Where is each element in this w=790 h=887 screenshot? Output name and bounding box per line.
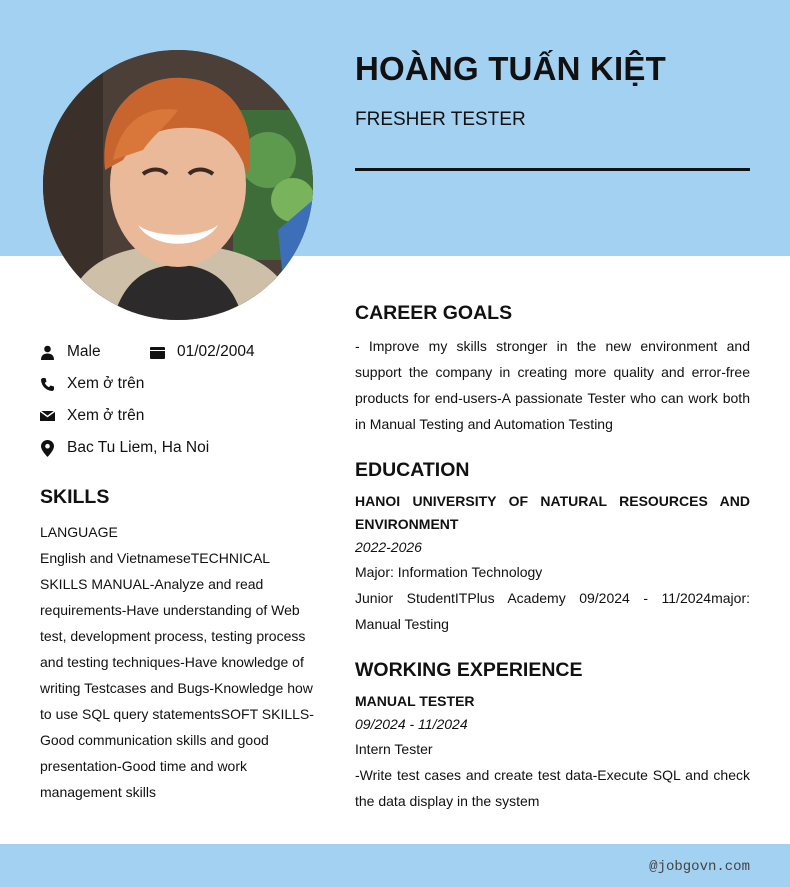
email-row	[40, 407, 144, 425]
location-pin-icon	[40, 441, 55, 456]
job-title: FRESHER TESTER	[355, 109, 526, 130]
email-value: Xem ở trên	[67, 407, 145, 424]
education-period: 2022-2026	[355, 539, 422, 555]
skills-text: English and VietnameseTECHNICAL SKILLS MANUAL-Analyze and read requirements-Have understanding of Web test, development process, testing process and testing techniques-Have knowledge of writing Testcases and Bugs-Knowledge how to use SQL query statementsSOFT SKILLS-Good communication skills and good presentation-Good time and work management skills	[40, 550, 314, 800]
school-name: HANOI UNIVERSITY OF NATURAL RESOURCES AND ENVIRONMENT	[355, 493, 750, 532]
main-column	[355, 302, 750, 836]
experience-position: Intern Tester	[355, 741, 433, 757]
experience-heading: WORKING EXPERIENCE	[355, 659, 583, 681]
birthdate-value: 01/02/2004	[177, 343, 255, 360]
education-major: Major: Information Technology	[355, 564, 543, 580]
mail-icon	[40, 409, 55, 424]
title-divider	[355, 168, 750, 171]
experience-section	[355, 659, 750, 814]
watermark-text: @jobgovn.com	[649, 859, 750, 875]
career-goals-heading: CAREER GOALS	[355, 302, 513, 324]
skills-section	[40, 486, 316, 805]
gender-row	[40, 343, 101, 361]
experience-period: 09/2024 - 11/2024	[355, 716, 468, 732]
career-goals-text: - Improve my skills stronger in the new environment and support the company in creating more quality and error-free products for end-users-A passionate Tester who can work both in Manual Testing and Automation Testing	[355, 338, 750, 432]
candidate-name: HOÀNG TUẤN KIỆT	[355, 50, 666, 87]
education-section	[355, 459, 750, 637]
person-icon	[40, 345, 55, 360]
birthdate-row	[150, 343, 255, 361]
gender-value: Male	[67, 343, 101, 360]
calendar-icon	[150, 345, 165, 360]
address-row	[40, 439, 209, 457]
phone-value: Xem ở trên	[67, 375, 145, 392]
phone-icon	[40, 377, 55, 392]
experience-role: MANUAL TESTER	[355, 693, 475, 709]
phone-row	[40, 375, 144, 393]
experience-description: -Write test cases and create test data-Execute SQL and check the data display in the system	[355, 767, 750, 809]
education-heading: EDUCATION	[355, 459, 470, 481]
skills-subheading: LANGUAGE	[40, 524, 118, 540]
skills-heading: SKILLS	[40, 486, 110, 508]
address-value: Bac Tu Liem, Ha Noi	[67, 439, 210, 456]
career-goals-section	[355, 302, 750, 437]
education-detail: Junior StudentITPlus Academy 09/2024 - 11/2024major: Manual Testing	[355, 590, 750, 632]
profile-photo	[43, 50, 313, 320]
